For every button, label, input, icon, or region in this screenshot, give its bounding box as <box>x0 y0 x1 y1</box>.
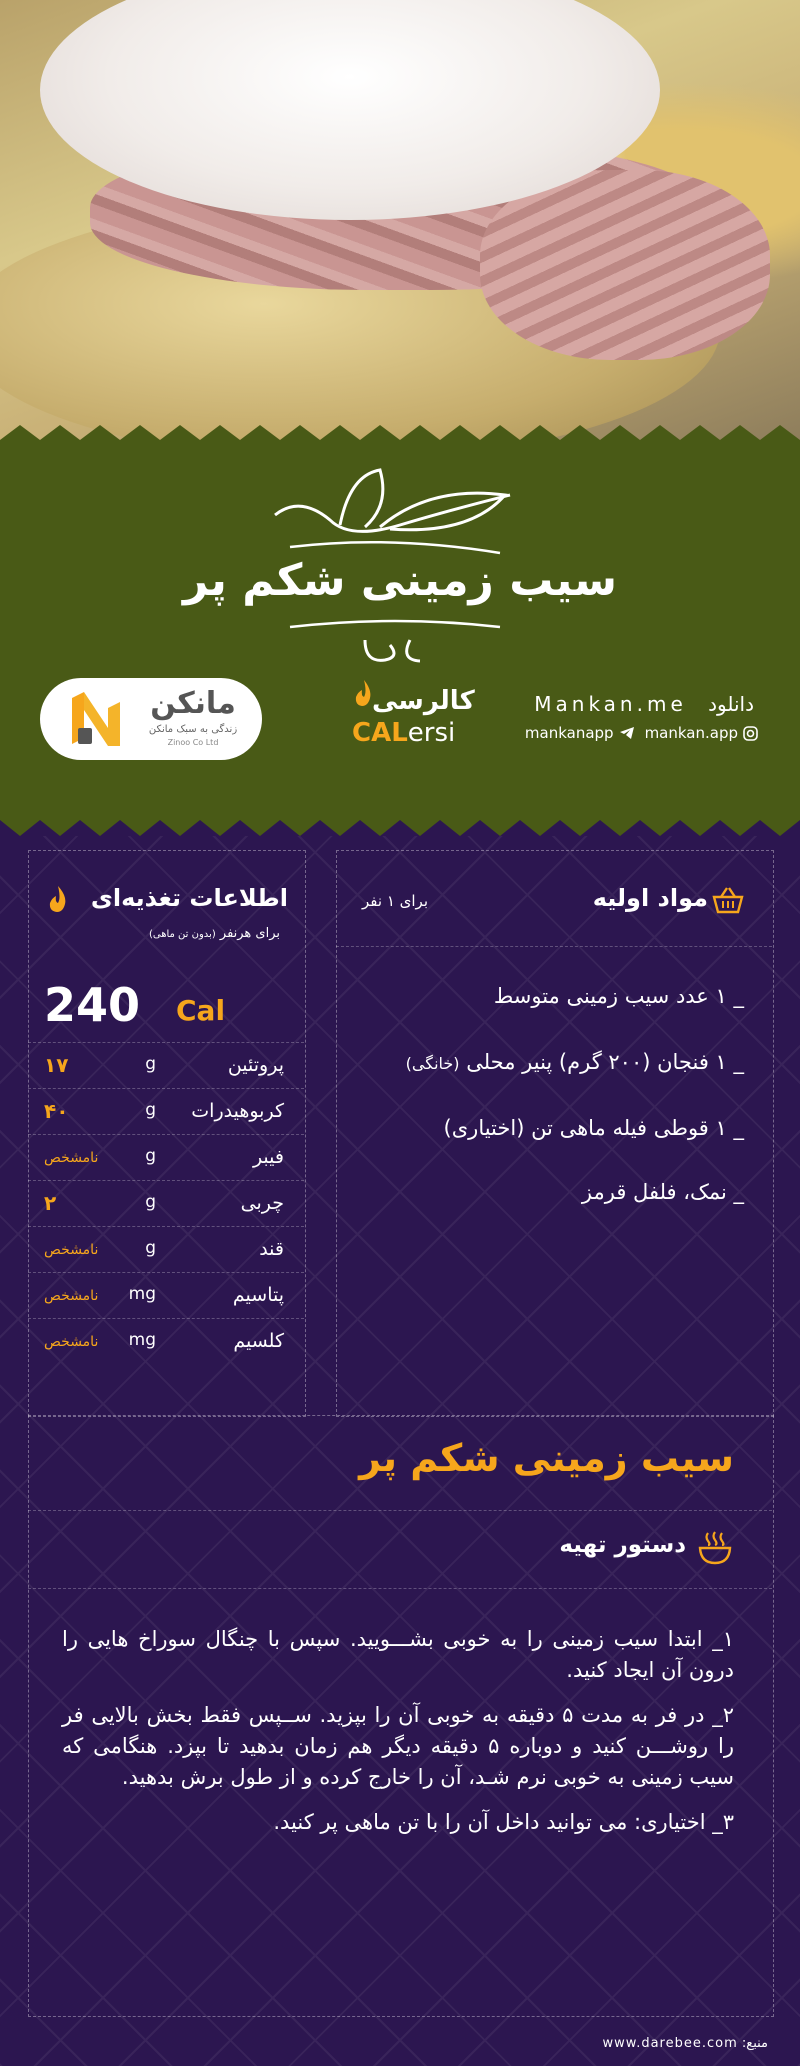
telegram-link[interactable] <box>525 724 635 742</box>
nutrient-value: نامشخص <box>44 1242 99 1258</box>
calersi-fa: کالرسی <box>372 686 475 716</box>
nutrient-name: پتاسیم <box>232 1284 284 1306</box>
nutrient-value: ۴۰ <box>44 1099 69 1123</box>
recipe-steps <box>62 1624 734 1852</box>
ingredients-title: مواد اولیه <box>592 884 708 912</box>
calersi-en <box>352 718 455 748</box>
recipe-subtitle: دستور تهیه <box>559 1532 686 1558</box>
source-label: منبع: <box>741 2036 768 2051</box>
nutrient-unit: g <box>145 1054 156 1074</box>
mankan-logo <box>40 678 262 760</box>
recipe-divider <box>28 1588 772 1589</box>
nutrition-subtitle-note: (بدون تن ماهی) <box>148 929 216 940</box>
nutrient-name: پروتئین <box>227 1054 284 1076</box>
nutrition-row <box>28 1134 304 1181</box>
bowl-icon <box>698 1530 732 1566</box>
social-links <box>525 724 758 742</box>
calories-unit: Cal <box>176 994 226 1027</box>
mankan-company: Zinoo Co Ltd <box>167 738 219 747</box>
ingredients-serving: برای ۱ نفر <box>362 892 429 910</box>
nutrient-value: نامشخص <box>44 1288 99 1304</box>
nutrition-row <box>28 1272 304 1319</box>
recipe-divider <box>28 1510 772 1511</box>
nutrient-name: فیبر <box>252 1146 284 1168</box>
telegram-icon <box>619 726 635 740</box>
download-line <box>534 692 754 716</box>
source-url[interactable]: www.darebee.com <box>602 2036 738 2051</box>
nutrient-value: نامشخص <box>44 1150 99 1166</box>
ingredient-item: _ نمک، فلفل قرمز <box>581 1180 744 1204</box>
nutrient-name: کلسیم <box>233 1330 284 1352</box>
download-label: دانلود <box>708 692 754 716</box>
nutrient-value: نامشخص <box>44 1334 99 1350</box>
ingredient-item: _ ۱ قوطی فیله ماهی تن (اختیاری) <box>443 1116 744 1140</box>
nutrition-subtitle <box>149 926 280 941</box>
calersi-en-b: ersi <box>407 718 456 748</box>
source-credit <box>602 2036 768 2051</box>
hero-food-photo <box>0 0 800 460</box>
recipe-step: ۱_ ابتدا سیب زمینی را به خوبی بشـــویید. سپس با چنگال سوراخ هایی را درون آن ایجاد کنید. <box>62 1627 734 1682</box>
nutrition-row <box>28 1180 304 1227</box>
page-title: سیب زمینی شکم پر <box>182 555 618 606</box>
ingredient-item: _ ۱ عدد سیب زمینی متوسط <box>493 984 744 1008</box>
nutrient-name: چربی <box>240 1192 284 1214</box>
nutrition-subtitle-main: برای هرنفر <box>219 926 280 941</box>
ingredient-item <box>406 1050 744 1074</box>
ingredients-divider <box>336 946 772 947</box>
calersi-en-a: CAL <box>352 718 408 748</box>
nutrient-unit: g <box>145 1146 156 1166</box>
zigzag-bottom-edge <box>0 808 800 838</box>
basket-icon <box>712 886 744 914</box>
nutrition-row <box>28 1226 304 1273</box>
recipe-step: ۳_ اختیاری: می توانید داخل آن را با تن ماهی پر کنید. <box>273 1810 734 1834</box>
recipe-title: سیب زمینی شکم پر <box>359 1436 734 1480</box>
instagram-icon <box>743 726 758 741</box>
swirl-ornament-icon <box>270 615 520 670</box>
nutrient-value: ۲ <box>44 1191 57 1215</box>
download-site[interactable]: Mankan.me <box>534 692 687 716</box>
ingredient-item-note: (خانگی) <box>405 1054 460 1073</box>
nutrient-unit: mg <box>128 1284 156 1304</box>
nutrient-name: قند <box>259 1238 284 1260</box>
leaf-ornament-icon <box>270 465 520 560</box>
instagram-handle: mankan.app <box>644 724 738 742</box>
calories-value: 240 <box>44 978 141 1032</box>
nutrient-name: کربوهیدرات <box>191 1100 284 1122</box>
telegram-handle: mankanapp <box>524 724 614 742</box>
mankan-tagline: زندگی به سبک مانکن <box>148 724 238 735</box>
instagram-link[interactable] <box>645 724 758 742</box>
nutrition-row <box>28 1318 304 1365</box>
mankan-mark-icon <box>68 688 126 750</box>
nutrient-value: ۱۷ <box>44 1053 69 1077</box>
nutrient-unit: g <box>145 1100 156 1120</box>
recipe-step: ۲_ در فر به مدت ۵ دقیقه به خوبی آن را بپزید. ســپس فقط بخش بالایی فر را روشـــن کنید و دوباره ۵ دقیقه دیگر هم زمان بدهید تا بپزد. هنگامی که سیب زمینی به خوبی نرم شـد، آن را خارج کرده و از طول برش بدهید. <box>62 1703 734 1789</box>
ingredient-item-text: _ ۱ فنجان (۲۰۰ گرم) پنیر محلی <box>466 1050 744 1074</box>
nutrition-title: اطلاعات تغذیه‌ای <box>90 884 288 912</box>
tuna-shape-right <box>480 170 770 360</box>
flame-icon <box>46 884 70 914</box>
mankan-name: مانکن <box>150 686 236 721</box>
nutrition-row <box>28 1042 304 1089</box>
zigzag-top-edge <box>0 425 800 455</box>
nutrition-row <box>28 1088 304 1135</box>
nutrient-unit: mg <box>128 1330 156 1350</box>
nutrient-unit: g <box>145 1238 156 1258</box>
nutrient-unit: g <box>145 1192 156 1212</box>
